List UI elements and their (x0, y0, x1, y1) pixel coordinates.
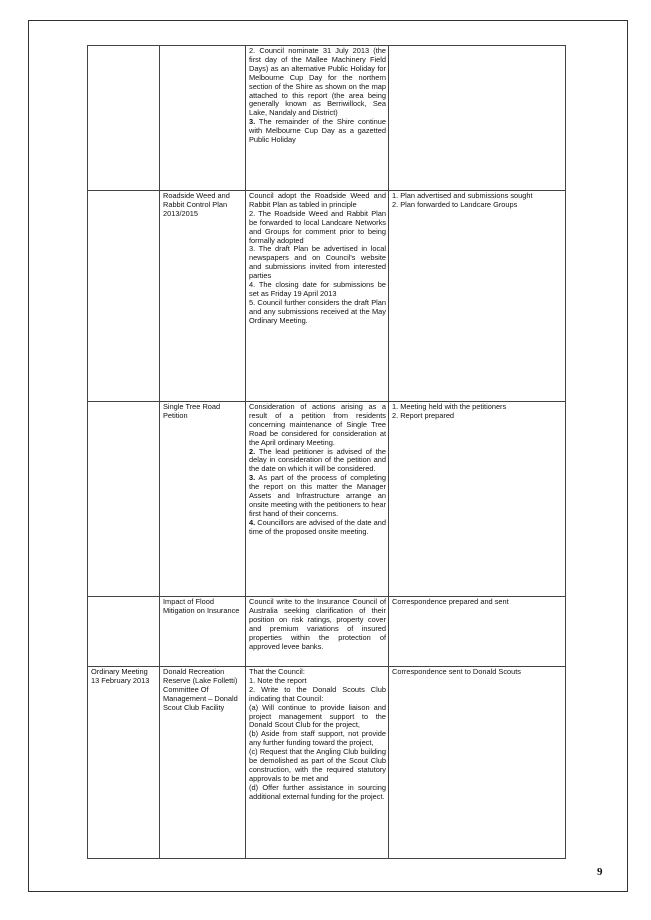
table-row (88, 597, 566, 667)
resolution-text: Consideration of actions arising as a result of a petition from residents concerning maintenance of Single Tree Road be considered for consideration at the April ordinary Meeting. (249, 402, 386, 447)
resolution-number: 4. (249, 517, 256, 527)
resolution-text: (b) Aside from staff support, not provide any further funding toward the project, (249, 729, 386, 748)
resolution-cell (246, 46, 389, 191)
resolution-paragraph (249, 686, 386, 704)
resolution-text: (a) Will continue to provide liaison and project management support to the Donald Scout Club for the project, (249, 702, 386, 730)
meeting-cell (88, 597, 160, 667)
resolution-paragraph (249, 118, 386, 145)
resolution-cell (246, 191, 389, 402)
resolution-text: (c) Request that the Angling Club building be demolished as part of the Scout Club construction, with the required statutory approvals to be met and (249, 747, 386, 783)
page-number: 9 (597, 866, 603, 878)
resolution-text: (d) Offer further assistance in sourcing additional external funding for the project. (249, 782, 386, 801)
item-cell (160, 46, 246, 191)
resolution-text: 1. Note the report (249, 675, 307, 685)
resolution-paragraph (249, 748, 386, 784)
meeting-cell: Ordinary Meeting 13 February 2013 (88, 667, 160, 859)
resolution-text: 2. Council nominate 31 July 2013 (the first day of the Mallee Machinery Field Days) as an alternative Public Holiday for Melbourne Cup Day for the northern section of the Shire as shown on the map attached to this report (the area being generally known as Berriwillock, Sea Lake, Nandaly and District) (249, 46, 386, 118)
resolution-text: 5. Council further considers the draft Plan and any submissions received at the May Ordinary Meeting. (249, 297, 386, 325)
actions-table (87, 45, 566, 859)
resolution-text: 2. The Roadside Weed and Rabbit Plan be forwarded to local Landcare Networks and Groups for comment prior to being formally adopted (249, 208, 386, 245)
action-cell (389, 191, 566, 402)
resolution-paragraph (249, 730, 386, 748)
action-cell (389, 597, 566, 667)
action-item: 1. Plan advertised and submissions sought (392, 191, 533, 200)
resolution-text: 4. The closing date for submissions be set as Friday 19 April 2013 (249, 280, 386, 298)
resolution-cell (246, 402, 389, 597)
meeting-cell (88, 402, 160, 597)
item-cell: Roadside Weed and Rabbit Control Plan 2013/2015 (160, 191, 246, 402)
resolution-paragraph (249, 519, 386, 537)
item-cell: Donald Recreation Reserve (Lake Folletti) Committee Of Management – Donald Scout Club Facility (160, 667, 246, 859)
meeting-cell (88, 46, 160, 191)
resolution-number: 2. (249, 446, 256, 456)
resolution-paragraph (249, 704, 386, 731)
resolution-text: 2. Write to the Donald Scouts Club indicating that Council: (249, 684, 386, 703)
resolution-paragraph (249, 598, 386, 651)
resolution-paragraph (249, 403, 386, 448)
action-cell (389, 46, 566, 191)
resolution-paragraph (249, 281, 386, 299)
resolution-text: As part of the process of completing the report on this matter the Manager Assets and Infrastructure arrange an onsite meeting with the petitioners to hear first hand of their concerns. (249, 473, 386, 518)
resolution-paragraph (249, 474, 386, 519)
action-item: 2. Plan forwarded to Landcare Groups (392, 199, 518, 209)
resolution-paragraph (249, 448, 386, 475)
table-row (88, 46, 566, 191)
table-row (88, 402, 566, 597)
item-cell: Single Tree Road Petition (160, 402, 246, 597)
resolution-text: Council write to the Insurance Council of Australia seeking clarification of their position on risk ratings, property cover and premium variations of insured properties within the protection of approved levee banks. (249, 597, 386, 651)
resolution-paragraph (249, 245, 386, 281)
resolution-text: Council adopt the Roadside Weed and Rabbit Plan as tabled in principle (249, 191, 386, 209)
resolution-text: The remainder of the Shire continue with Melbourne Cup Day as a gazetted Public Holiday (249, 117, 386, 145)
resolution-text: That the Council: (249, 667, 305, 676)
action-item: 1. Meeting held with the petitioners (392, 402, 507, 411)
table-row (88, 667, 566, 859)
resolution-paragraph (249, 210, 386, 246)
meeting-cell (88, 191, 160, 402)
resolution-number: 3. (249, 473, 256, 483)
resolution-paragraph (249, 192, 386, 210)
resolution-paragraph (249, 784, 386, 802)
action-cell (389, 402, 566, 597)
resolution-text: 3. The draft Plan be advertised in local newspapers and on Council's website and submissions invited from interested parties (249, 244, 386, 281)
item-cell: Impact of Flood Mitigation on Insurance (160, 597, 246, 667)
resolution-number: 3. (249, 117, 256, 127)
action-item: Correspondence sent to Donald Scouts (392, 667, 522, 676)
action-item: 2. Report prepared (392, 410, 455, 420)
resolution-paragraph (249, 299, 386, 326)
resolution-text: The lead petitioner is advised of the delay in consideration of the petition and the date on which it will be considered. (249, 446, 386, 474)
resolution-cell (246, 667, 389, 859)
resolution-text: Councillors are advised of the date and time of the proposed onsite meeting. (249, 517, 386, 536)
action-cell (389, 667, 566, 859)
table-row (88, 191, 566, 402)
resolution-cell (246, 597, 389, 667)
action-item: Correspondence prepared and sent (392, 597, 509, 606)
resolution-paragraph (249, 47, 386, 118)
